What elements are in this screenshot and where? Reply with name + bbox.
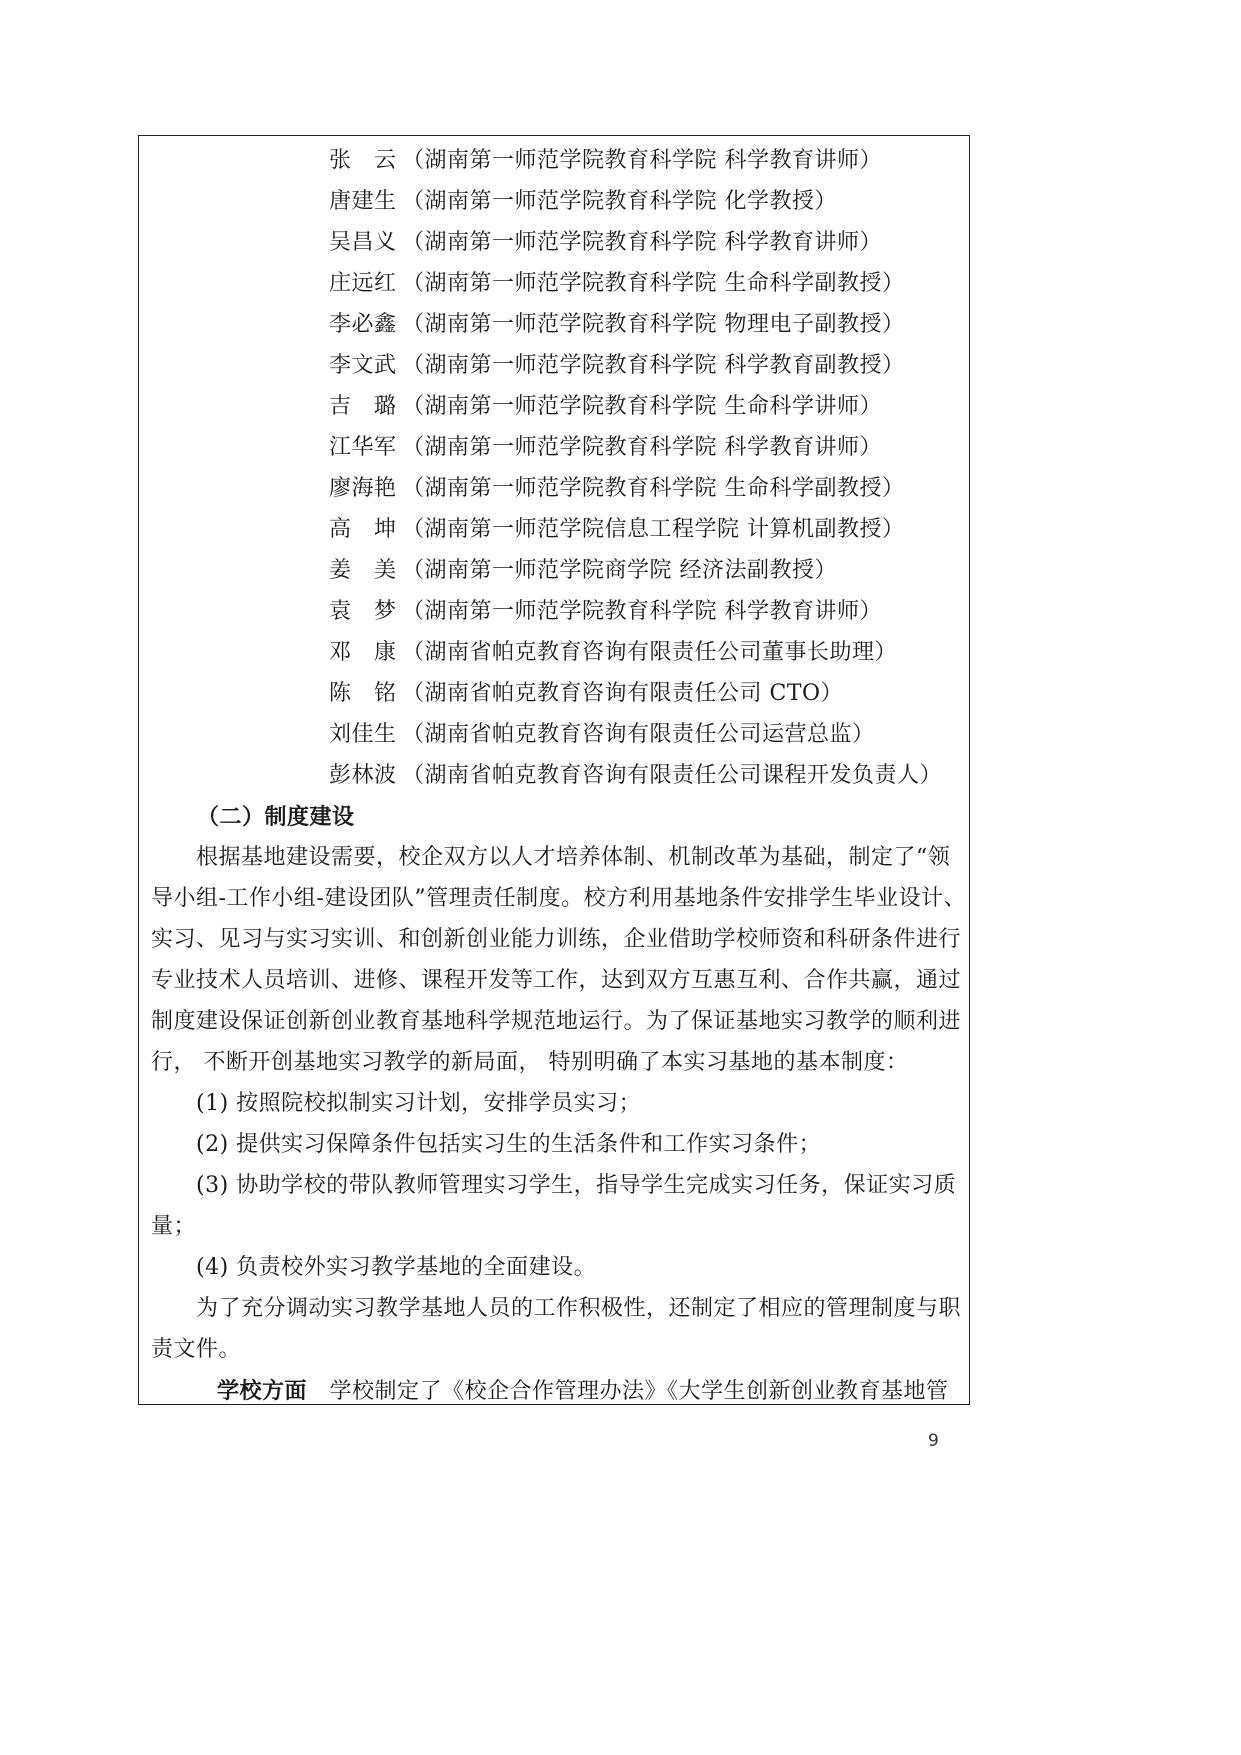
member-desc: （湖南第一师范学院教育科学院 科学教育讲师） bbox=[402, 230, 882, 255]
section-heading: （二）制度建设 bbox=[197, 804, 355, 830]
body-line: 根据基地建设需要，校企双方以人才培养体制、机制改革为基础，制定了“领 bbox=[151, 845, 951, 870]
member-desc: （湖南第一师范学院信息工程学院 计算机副教授） bbox=[402, 517, 905, 542]
member-line bbox=[329, 474, 905, 504]
member-name: 高 坤 bbox=[329, 517, 397, 542]
member-name: 彭林波 bbox=[329, 763, 397, 788]
member-line bbox=[329, 556, 837, 586]
member-desc: （湖南省帕克教育咨询有限责任公司 CTO） bbox=[402, 681, 844, 706]
member-desc: （湖南省帕克教育咨询有限责任公司课程开发负责人） bbox=[402, 763, 943, 788]
page-number: 9 bbox=[928, 1431, 939, 1451]
member-desc: （湖南第一师范学院教育科学院 化学教授） bbox=[402, 189, 837, 214]
school-policy-line bbox=[217, 1376, 949, 1407]
member-name: 李文武 bbox=[329, 353, 397, 378]
member-name: 刘佳生 bbox=[329, 722, 397, 747]
body-line: 专业技术人员培训、进修、课程开发等工作，达到双方互惠互利、合作共赢，通过 bbox=[151, 968, 962, 993]
body-line: (1) 按照院校拟制实习计划，安排学员实习； bbox=[151, 1091, 642, 1116]
member-name: 邓 康 bbox=[329, 640, 397, 665]
member-line bbox=[329, 720, 875, 750]
member-name: 吴昌义 bbox=[329, 230, 397, 255]
member-desc: （湖南第一师范学院教育科学院 生命科学副教授） bbox=[402, 476, 905, 501]
member-line bbox=[329, 433, 882, 463]
body-line: 制度建设保证创新创业教育基地科学规范地运行。为了保证基地实习教学的顺利进 bbox=[151, 1009, 962, 1034]
school-aspect-label: 学校方面 bbox=[217, 1378, 308, 1404]
member-line bbox=[329, 597, 882, 627]
member-line bbox=[329, 761, 942, 791]
body-line: (2) 提供实习保障条件包括实习生的生活条件和工作实习条件； bbox=[151, 1132, 822, 1157]
body-line: 行， 不断开创基地实习教学的新局面， 特别明确了本实习基地的基本制度： bbox=[151, 1050, 909, 1075]
body-line: (3) 协助学校的带队教师管理实习学生，指导学生完成实习任务，保证实习质 bbox=[151, 1173, 957, 1198]
member-desc: （湖南第一师范学院教育科学院 科学教育讲师） bbox=[402, 148, 882, 173]
member-desc: （湖南第一师范学院商学院 经济法副教授） bbox=[402, 558, 837, 583]
member-desc: （湖南第一师范学院教育科学院 生命科学讲师） bbox=[402, 394, 882, 419]
member-name: 廖海艳 bbox=[329, 476, 397, 501]
member-desc: （湖南省帕克教育咨询有限责任公司董事长助理） bbox=[402, 640, 898, 665]
member-line bbox=[329, 638, 897, 668]
member-name: 唐建生 bbox=[329, 189, 397, 214]
content-frame bbox=[138, 135, 970, 1405]
member-line bbox=[329, 310, 905, 340]
member-desc: （湖南第一师范学院教育科学院 科学教育副教授） bbox=[402, 353, 905, 378]
school-aspect-text: 学校制定了《校企合作管理办法》《大学生创新创业教育基地管 bbox=[329, 1379, 949, 1404]
member-line bbox=[329, 679, 843, 709]
member-line bbox=[329, 187, 837, 217]
body-line: 实习、见习与实习实训、和创新创业能力训练，企业借助学校师资和科研条件进行 bbox=[151, 927, 962, 952]
member-desc: （湖南省帕克教育咨询有限责任公司运营总监） bbox=[402, 722, 875, 747]
body-line: 责文件。 bbox=[151, 1337, 242, 1362]
member-desc: （湖南第一师范学院教育科学院 科学教育讲师） bbox=[402, 435, 882, 460]
member-desc: （湖南第一师范学院教育科学院 物理电子副教授） bbox=[402, 312, 905, 337]
member-line bbox=[329, 228, 882, 258]
member-name: 庄远红 bbox=[329, 271, 397, 296]
member-desc: （湖南第一师范学院教育科学院 科学教育讲师） bbox=[402, 599, 882, 624]
body-line: 量； bbox=[151, 1214, 197, 1239]
body-line: 为了充分调动实习教学基地人员的工作积极性，还制定了相应的管理制度与职 bbox=[151, 1296, 962, 1321]
body-line: (4) 负责校外实习教学基地的全面建设。 bbox=[151, 1255, 597, 1280]
member-name: 姜 美 bbox=[329, 558, 397, 583]
member-line bbox=[329, 351, 905, 381]
member-line bbox=[329, 515, 905, 545]
member-name: 袁 梦 bbox=[329, 599, 397, 624]
member-line bbox=[329, 269, 905, 299]
member-line bbox=[329, 146, 882, 176]
member-name: 李必鑫 bbox=[329, 312, 397, 337]
member-name: 江华军 bbox=[329, 435, 397, 460]
member-line bbox=[329, 392, 882, 422]
member-name: 吉 璐 bbox=[329, 394, 397, 419]
member-desc: （湖南第一师范学院教育科学院 生命科学副教授） bbox=[402, 271, 905, 296]
member-name: 陈 铭 bbox=[329, 681, 397, 706]
body-line: 导小组-工作小组-建设团队”管理责任制度。校方利用基地条件安排学生毕业设计、 bbox=[151, 886, 967, 911]
member-name: 张 云 bbox=[329, 148, 397, 173]
